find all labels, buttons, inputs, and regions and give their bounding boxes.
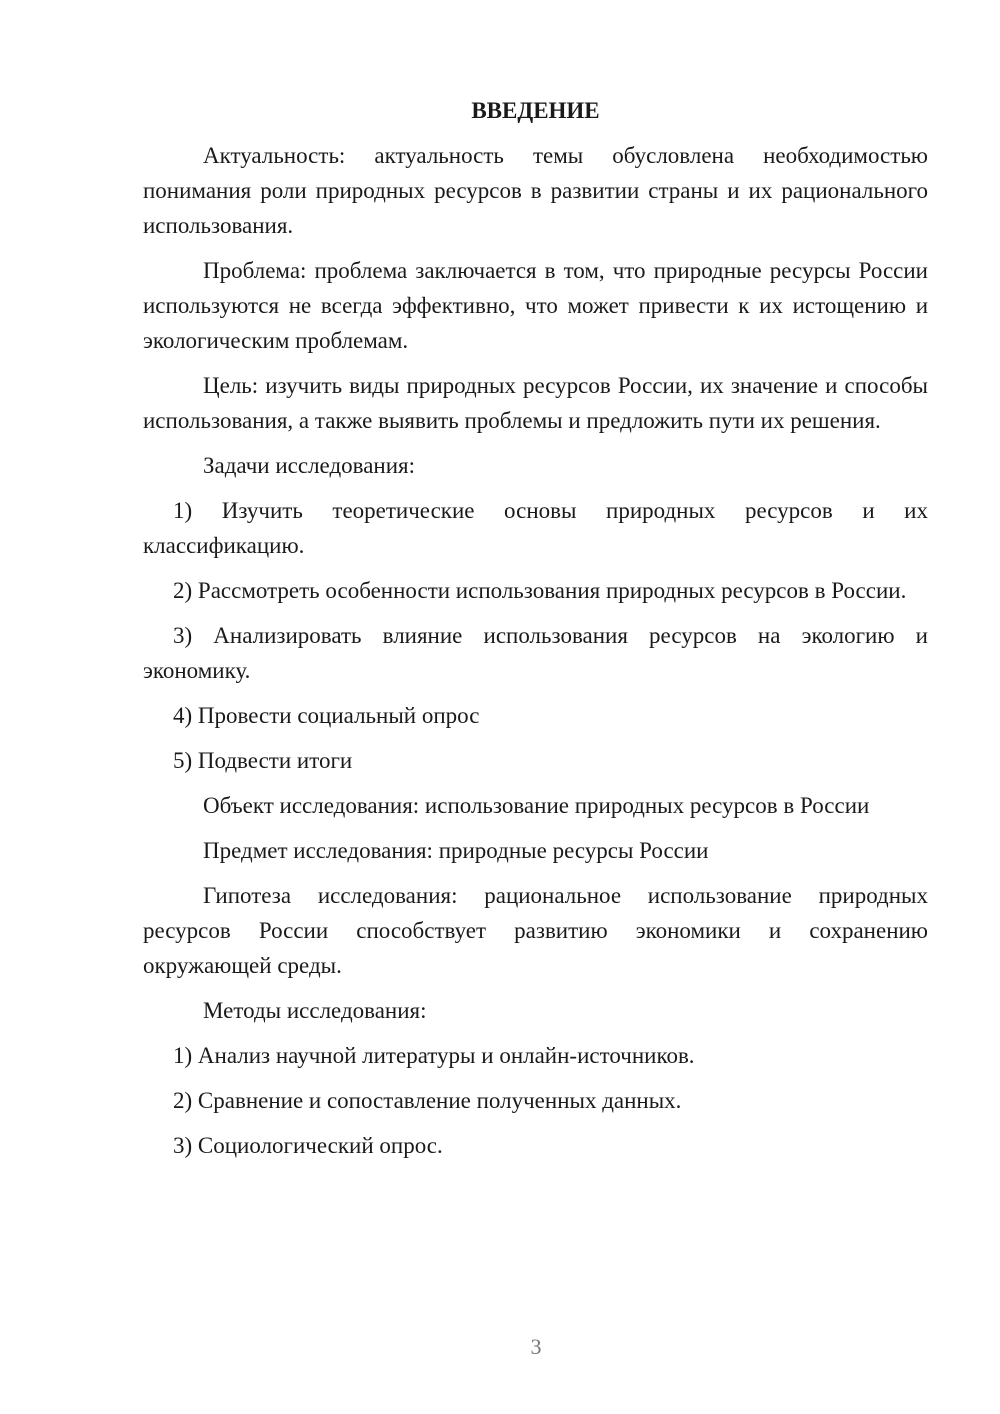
goal-paragraph: Цель: изучить виды природных ресурсов России, их значение и способы использования, а также выявить проблемы и предложить пути их решения. — [143, 373, 928, 433]
task-item-1: 1) Изучить теоретические основы природных ресурсов и их классификацию. — [143, 498, 928, 558]
task-item-4: 4) Провести социальный опрос — [173, 703, 480, 728]
method-item-3: 3) Социологический опрос. — [173, 1133, 443, 1158]
task-item-5: 5) Подвести итоги — [173, 748, 353, 773]
research-hypothesis: Гипотеза исследования: рациональное использование природных ресурсов России способствует развитию экономики и сохранению окружающей среды. — [143, 883, 928, 978]
section-title: ВВЕДЕНИЕ — [471, 98, 600, 123]
method-item-2: 2) Сравнение и сопоставление полученных данных. — [173, 1088, 682, 1113]
research-object: Объект исследования: использование природных ресурсов в России — [203, 793, 870, 818]
task-item-2: 2) Рассмотреть особенности использования природных ресурсов в России. — [173, 578, 907, 603]
relevance-paragraph: Актуальность: актуальность темы обусловлена необходимостью понимания роли природных ресурсов в развитии страны и их рационального использования. — [143, 143, 928, 238]
task-item-3: 3) Анализировать влияние использования ресурсов на экологию и экономику. — [143, 623, 928, 683]
method-item-1: 1) Анализ научной литературы и онлайн-источников. — [173, 1043, 695, 1068]
methods-heading: Методы исследования: — [203, 998, 427, 1023]
document-body — [143, 96, 928, 1173]
problem-paragraph: Проблема: проблема заключается в том, что природные ресурсы России используются не всегда эффективно, что может привести к их истощению и экологическим проблемам. — [143, 258, 928, 353]
research-subject: Предмет исследования: природные ресурсы России — [203, 838, 709, 863]
page-number: 3 — [530, 1334, 542, 1359]
tasks-heading: Задачи исследования: — [203, 453, 416, 478]
